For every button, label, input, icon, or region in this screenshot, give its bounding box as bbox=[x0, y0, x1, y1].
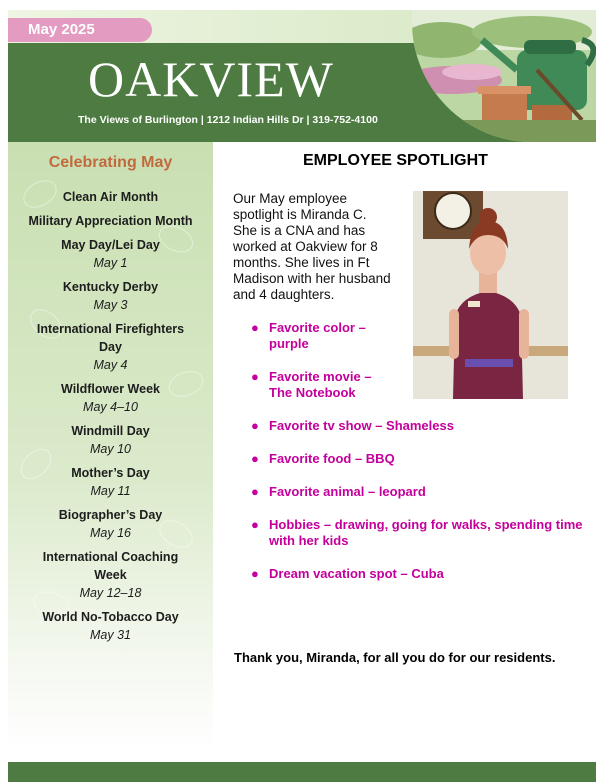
fact-item bbox=[248, 369, 395, 401]
fact-text: Favorite animal – leopard bbox=[269, 484, 426, 499]
event-name: International Firefighters Day bbox=[36, 322, 185, 354]
event-date: May 11 bbox=[90, 484, 131, 498]
event-date: May 4–10 bbox=[83, 400, 138, 414]
bullet-icon: ● bbox=[251, 566, 259, 581]
event-name: Mother’s Day bbox=[71, 466, 150, 480]
bullet-icon: ● bbox=[251, 320, 259, 335]
event-name: Wildflower Week bbox=[61, 382, 160, 396]
event-name: May Day/Lei Day bbox=[61, 238, 160, 252]
fact-text: Hobbies – drawing, going for walks, spending time with her kids bbox=[269, 517, 583, 548]
fact-text: Dream vacation spot – Cuba bbox=[269, 566, 444, 581]
event-name: World No-Tobacco Day bbox=[42, 610, 179, 624]
event-name: Clean Air Month bbox=[62, 190, 159, 204]
bullet-icon: ● bbox=[251, 418, 259, 433]
fact-text: Favorite movie – The Notebook bbox=[269, 369, 372, 400]
footer-band bbox=[8, 762, 596, 782]
fact-item bbox=[248, 451, 588, 467]
fact-item bbox=[248, 484, 588, 500]
bullet-icon: ● bbox=[251, 517, 259, 532]
event-item bbox=[8, 380, 213, 416]
event-date: May 12–18 bbox=[79, 586, 142, 600]
event-name: Windmill Day bbox=[71, 424, 150, 438]
event-date: May 16 bbox=[90, 526, 131, 540]
sidebar-heading: Celebrating May bbox=[48, 154, 173, 171]
event-date: May 4 bbox=[93, 358, 128, 372]
fact-text: Favorite tv show – Shameless bbox=[269, 418, 454, 433]
spotlight-intro: Our May employee spotlight is Miranda C. She is a CNA and has worked at Oakview for 8 months. She lives in Ft Madison with her husband and 4 daughters. bbox=[233, 191, 391, 302]
thank-you-note: Thank you, Miranda, for all you do for our residents. bbox=[234, 650, 556, 665]
fact-text: Favorite food – BBQ bbox=[269, 451, 395, 466]
fun-facts-list bbox=[248, 320, 588, 599]
fact-item bbox=[248, 320, 395, 352]
fact-text: Favorite color – purple bbox=[269, 320, 366, 351]
event-date: May 31 bbox=[90, 628, 131, 642]
sidebar bbox=[8, 142, 213, 748]
event-item bbox=[8, 548, 213, 602]
event-item bbox=[8, 464, 213, 500]
event-item bbox=[8, 506, 213, 542]
fact-item bbox=[248, 517, 588, 549]
event-item bbox=[8, 212, 213, 230]
issue-date-tab bbox=[8, 18, 152, 42]
event-item bbox=[8, 320, 213, 374]
newsletter-page bbox=[8, 0, 596, 782]
section-title: EMPLOYEE SPOTLIGHT bbox=[303, 152, 488, 169]
event-item bbox=[8, 188, 213, 206]
event-item bbox=[8, 422, 213, 458]
fact-item bbox=[248, 566, 588, 582]
event-name: Biographer’s Day bbox=[58, 508, 163, 522]
bullet-icon: ● bbox=[251, 369, 259, 384]
event-date: May 3 bbox=[93, 298, 128, 312]
event-date: May 10 bbox=[90, 442, 131, 456]
newsletter-title: OAKVIEW bbox=[88, 51, 334, 107]
newsletter-subtitle: The Views of Burlington | 1212 Indian Hills Dr | 319-752-4100 bbox=[78, 114, 378, 126]
event-item bbox=[8, 236, 213, 272]
events-list bbox=[8, 188, 213, 650]
event-name: Kentucky Derby bbox=[62, 280, 159, 294]
event-date: May 1 bbox=[93, 256, 128, 270]
event-item bbox=[8, 608, 213, 644]
bullet-icon: ● bbox=[251, 451, 259, 466]
issue-date: May 2025 bbox=[28, 21, 95, 38]
event-item bbox=[8, 278, 213, 314]
bullet-icon: ● bbox=[251, 484, 259, 499]
event-name: Military Appreciation Month bbox=[28, 214, 193, 228]
event-name: International Coaching Week bbox=[42, 550, 179, 582]
fact-item bbox=[248, 418, 588, 434]
